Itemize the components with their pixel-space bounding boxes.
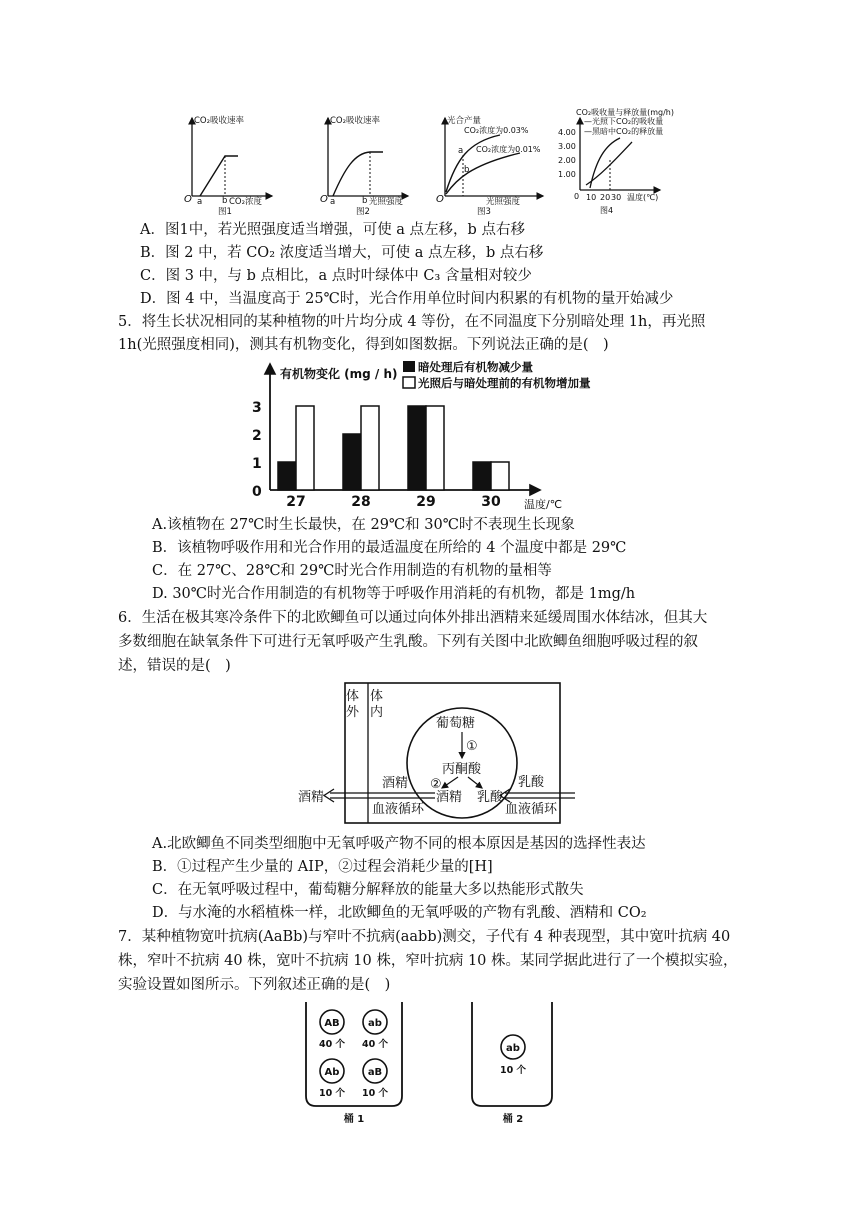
fig4-xtick-10: 10 — [586, 193, 597, 202]
xtick-27: 27 — [286, 494, 306, 510]
bar-group — [278, 406, 509, 510]
fig2-caption: 图2 — [356, 207, 370, 217]
fig4-ytick-3: 3.00 — [558, 142, 576, 151]
q7-stem-line3: 实验设置如图所示。下列叙述正确的是( ) — [118, 977, 391, 993]
fig4-xlabel: 温度(℃) — [627, 193, 659, 202]
fig2-xlabel: 光照强度 — [369, 197, 404, 207]
svg-text:10 个: 10 个 — [361, 1088, 389, 1099]
q5-stem-line2: 1h(光照强度相同)，测其有机物变化，得到如图数据。下列说法正确的是( ) — [118, 337, 609, 353]
lactic-top-label: 乳酸 — [518, 775, 545, 790]
alcohol-in-label: 酒精 — [436, 790, 463, 805]
glucose-label: 葡萄糖 — [436, 716, 476, 731]
fig4-xtick-20: 20 — [600, 193, 611, 202]
fig2-origin: O — [320, 194, 328, 205]
xtick-30: 30 — [481, 494, 501, 510]
q6-option-a: A.北欧鲫鱼不同类型细胞中无氧呼吸产物不同的根本原因是基因的选择性表达 — [152, 836, 646, 852]
svg-text:10 个: 10 个 — [499, 1065, 527, 1076]
fig1-a: a — [197, 197, 203, 207]
step2-label: ② — [430, 777, 442, 792]
q5-option-b: B．该植物呼吸作用和光合作用的最适温度在所给的 4 个温度中都是 29℃ — [152, 540, 627, 556]
q7-jars-figure — [300, 998, 560, 1128]
fig3-xlabel: 光照强度 — [486, 197, 521, 207]
jar1-caption: 桶 1 — [343, 1114, 365, 1125]
fig3-a: a — [458, 146, 464, 156]
fig4-ytick-4: 4.00 — [558, 128, 576, 137]
bar-dark-30 — [473, 462, 491, 490]
bar-light-27 — [296, 406, 314, 490]
fig2-b: b — [362, 196, 368, 206]
fig1-ylabel: CO₂吸收速率 — [194, 116, 245, 126]
q4-figures — [0, 0, 868, 225]
lactic-in-label: 乳酸 — [477, 790, 504, 805]
fig1-b: b — [222, 196, 228, 206]
jar2-caption: 桶 2 — [502, 1114, 524, 1125]
q5-option-c: C．在 27℃、28℃和 29℃时光合作用制造的有机物的量相等 — [152, 563, 552, 579]
bar-light-30 — [491, 462, 509, 490]
fig3-ylabel: 光合产量 — [447, 116, 482, 126]
q6-stem-line3: 述，错误的是( ) — [118, 658, 231, 674]
bar-dark-28 — [343, 434, 361, 490]
fig2-a: a — [330, 197, 336, 207]
legend-light-label: 光照后与暗处理前的有机物增加量 — [418, 376, 591, 390]
xtick-28: 28 — [351, 494, 371, 510]
alcohol-top-label: 酒精 — [382, 776, 409, 791]
fig1-caption: 图1 — [218, 207, 232, 217]
q6-option-c: C．在无氧呼吸过程中，葡萄糖分解释放的能量大多以热能形式散失 — [152, 882, 584, 898]
fig3 — [436, 115, 543, 217]
q5-bar-chart — [240, 356, 600, 516]
fig4-ytick-2: 2.00 — [558, 156, 576, 165]
legend-dark-label: 暗处理后有机物减少量 — [418, 360, 533, 374]
bar-xlabel: 温度/℃ — [524, 498, 563, 511]
legend-swatch-light — [403, 377, 415, 388]
svg-text:10 个: 10 个 — [318, 1088, 346, 1099]
ytick-3: 3 — [252, 400, 262, 416]
q6-respiration-diagram — [290, 680, 590, 830]
svg-text:Ab: Ab — [324, 1067, 340, 1078]
fig4-legend2: —黑暗中CO₂的释放量 — [584, 127, 664, 136]
fig4-xtick-30: 30 — [611, 193, 622, 202]
bar-dark-27 — [278, 462, 296, 490]
q6-option-d: D．与水淹的水稻植株一样，北欧鲫鱼的无氧呼吸的产物有乳酸、酒精和 CO₂ — [152, 905, 647, 921]
fig4-ylabel: CO₂吸收量与释放量(mg/h) — [576, 108, 674, 117]
q5-stem-line1: 5．将生长状况相同的某种植物的叶片均分成 4 等份，在不同温度下分别暗处理 1h，再光照 — [118, 314, 706, 330]
svg-text:内: 内 — [370, 705, 384, 720]
blood-circulation-right: 血液循环 — [505, 802, 558, 817]
fig3-curve2: CO₂浓度为0.01% — [476, 145, 541, 154]
fig2-ylabel: CO₂吸收速率 — [330, 116, 381, 126]
fig1-origin: O — [184, 194, 192, 205]
q7-stem-line2: 株，窄叶不抗病 40 株，宽叶不抗病 10 株，窄叶抗病 10 株。某同学据此进行了一个模拟实验， — [118, 953, 738, 969]
fig3-caption: 图3 — [477, 207, 491, 217]
xtick-29: 29 — [416, 494, 436, 510]
bar-light-28 — [361, 406, 379, 490]
svg-text:外: 外 — [346, 705, 360, 720]
step1-label: ① — [466, 739, 478, 754]
fig3-curve1: CO₂浓度为0.03% — [464, 126, 529, 135]
pyruvate-label: 丙酮酸 — [442, 762, 482, 777]
svg-text:aB: aB — [367, 1067, 383, 1078]
fig4-ytick-1: 1.00 — [558, 170, 576, 179]
svg-text:40 个: 40 个 — [361, 1039, 389, 1050]
fig2 — [320, 115, 408, 217]
bar-dark-29 — [408, 406, 426, 490]
fig4-legend1: —光照下CO₂的吸收量 — [584, 117, 664, 126]
fig4-caption: 图4 — [600, 206, 614, 215]
svg-text:AB: AB — [324, 1018, 340, 1029]
q4-option-d: D．图 4 中，当温度高于 25℃时，光合作用单位时间内积累的有机物的量开始减少 — [140, 291, 674, 307]
bar-ylabel: 有机物变化 (mg / h) — [280, 367, 398, 381]
q6-stem-line2: 多数细胞在缺氧条件下可进行无氧呼吸产生乳酸。下列有关图中北欧鲫鱼细胞呼吸过程的叙 — [118, 634, 698, 650]
blood-circulation-left: 血液循环 — [372, 802, 425, 817]
jar2-outline — [472, 1002, 552, 1106]
q6-option-b: B．①过程产生少量的 AIP，②过程会消耗少量的[H] — [152, 859, 493, 875]
q5-option-d: D. 30℃时光合作用制造的有机物等于呼吸作用消耗的有机物，都是 1mg/h — [152, 586, 636, 602]
fig4 — [558, 107, 674, 215]
q7-stem-line1: 7．某种植物宽叶抗病(AaBb)与窄叶不抗病(aabb)测交，子代有 4 种表现型，其中宽叶抗病 40 — [118, 929, 731, 945]
fig1 — [184, 115, 272, 217]
fig1-xlabel: CO₂浓度 — [229, 197, 263, 207]
q5-option-a: A.该植物在 27℃时生长最快，在 29℃和 30℃时不表现生长现象 — [152, 517, 575, 533]
svg-text:ab: ab — [506, 1043, 520, 1054]
ytick-0: 0 — [252, 484, 262, 500]
fig3-b: b — [464, 165, 470, 175]
bar-light-29 — [426, 406, 444, 490]
alcohol-out-label: 酒精 — [298, 790, 325, 805]
svg-text:40 个: 40 个 — [318, 1039, 346, 1050]
q4-option-a: A．图1中，若光照强度适当增强，可使 a 点左移，b 点右移 — [140, 222, 525, 238]
q6-stem-line1: 6．生活在极其寒冷条件下的北欧鲫鱼可以通过向体外排出酒精来延缓周围水体结冰，但其大 — [118, 610, 708, 626]
svg-text:体: 体 — [346, 689, 360, 704]
legend-swatch-dark — [403, 361, 415, 372]
fig4-origin: 0 — [574, 192, 580, 201]
ytick-1: 1 — [252, 456, 262, 472]
svg-text:体: 体 — [370, 689, 384, 704]
q4-option-c: C．图 3 中，与 b 点相比，a 点时叶绿体中 C₃ 含量相对较少 — [140, 268, 532, 284]
q4-option-b: B．图 2 中，若 CO₂ 浓度适当增大，可使 a 点左移，b 点右移 — [140, 245, 544, 261]
ytick-2: 2 — [252, 428, 262, 444]
svg-text:ab: ab — [368, 1018, 382, 1029]
fig3-origin: O — [436, 194, 444, 205]
